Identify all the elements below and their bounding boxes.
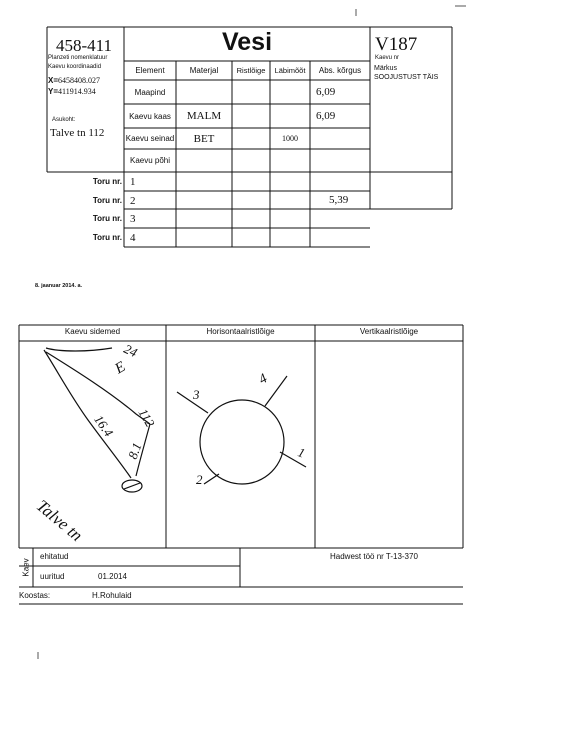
pipe-number-2: 2 xyxy=(130,195,136,207)
surveyed-date: 01.2014 xyxy=(98,572,127,581)
remarks-value: SOOJUSTUST TÄIS xyxy=(374,74,439,81)
nomenclature-label: Planzeti nomenklatuur xyxy=(48,55,108,61)
well-number: V187 xyxy=(375,34,418,55)
row-abs-lid: 6,09 xyxy=(316,110,336,122)
location-label: Asukoht: xyxy=(52,117,76,123)
row-abs-ground: 6,09 xyxy=(316,86,336,98)
pipe-label-3: Toru nr. xyxy=(92,214,122,223)
coords-label: Kaevu koordinaadid xyxy=(48,64,102,70)
built-label: ehitatud xyxy=(40,552,69,561)
row-element-lid: Kaevu kaas xyxy=(129,111,171,121)
pipe-number-4: 4 xyxy=(130,232,136,244)
work-reference: Hadwest töö nr T-13-370 xyxy=(330,552,418,561)
pipe-label-1: Toru nr. xyxy=(92,177,122,186)
col-header-cross-section: Ristlõige xyxy=(236,66,266,75)
pipe-sketch-4: 4 xyxy=(256,371,271,388)
compiled-by: H.Rohulaid xyxy=(92,591,132,600)
kaev-label: Kaev xyxy=(21,558,31,577)
section-ties: Kaevu sidemed xyxy=(64,327,121,336)
y-coordinate xyxy=(48,87,96,96)
location-value: Talve tn 112 xyxy=(50,127,105,139)
pipe-label-2: Toru nr. xyxy=(92,196,122,205)
row-diameter-walls: 1000 xyxy=(282,134,298,143)
row-element-ground: Maapind xyxy=(134,87,166,97)
document-date: 8. jaanuar 2014. a. xyxy=(35,283,83,289)
surveyed-label: uuritud xyxy=(40,572,65,581)
nomenclature-number: 458-411 xyxy=(56,36,113,55)
street-name-sketch: Talve tn xyxy=(32,496,87,546)
well-number-label: Kaevu nr xyxy=(375,55,400,61)
col-header-material: Materjal xyxy=(189,66,219,75)
col-header-diameter: Läbimõõt xyxy=(274,66,306,75)
tie-label-81: 8.1 xyxy=(124,440,145,462)
y-prefix: Y= xyxy=(48,87,59,96)
y-value: 411914.934 xyxy=(58,87,96,96)
pipe-sketch-2: 2 xyxy=(196,472,203,487)
remarks-label: Märkus xyxy=(374,65,397,72)
pipe-label-4: Toru nr. xyxy=(92,233,122,242)
pipe-number-3: 3 xyxy=(130,213,136,225)
tie-label-e: E xyxy=(112,358,129,378)
pipe-number-1: 1 xyxy=(130,176,136,188)
row-element-walls: Kaevu seinad xyxy=(125,134,175,143)
col-header-element: Element xyxy=(135,66,165,75)
tie-label-164: 16.4 xyxy=(91,412,117,440)
pipe-abs-2: 5,39 xyxy=(329,194,349,206)
row-material-lid: MALM xyxy=(186,110,222,122)
row-material-walls: BET xyxy=(193,132,215,145)
tie-label-24: 24 xyxy=(121,341,140,361)
pipe-sketch-3: 3 xyxy=(193,387,200,402)
page-title: Vesi xyxy=(221,28,273,56)
compiled-label: Koostas: xyxy=(19,591,51,600)
col-header-abs-height: Abs. kõrgus xyxy=(318,66,362,75)
section-horizontal: Horisontaalristlõige xyxy=(206,327,275,336)
x-coordinate xyxy=(48,76,100,85)
section-vertical: Vertikaalristlõige xyxy=(359,327,419,336)
tie-label-112: 112 xyxy=(135,405,158,430)
x-value: 6458408.027 xyxy=(58,76,101,85)
pipe-sketch-1: 1 xyxy=(295,444,308,461)
x-prefix: X= xyxy=(48,76,59,85)
row-element-bottom: Kaevu põhi xyxy=(129,156,171,165)
